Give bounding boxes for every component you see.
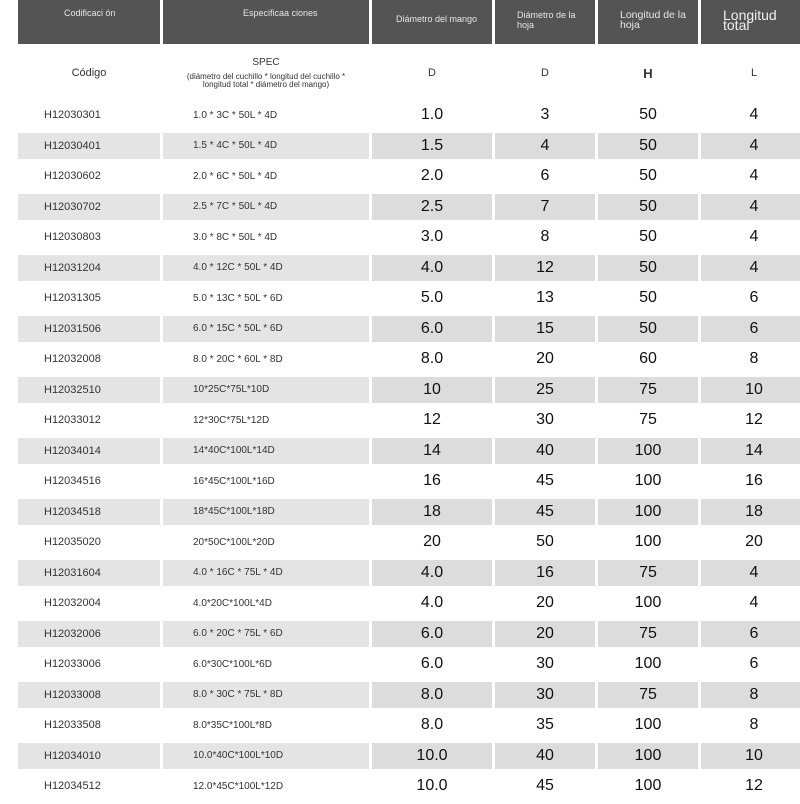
cell-spec: 2.0 * 6C * 50L * 4D	[163, 163, 369, 190]
cell-spec: 2.5 * 7C * 50L * 4D	[163, 194, 369, 221]
cell-total-length: 8	[701, 682, 800, 709]
table-row	[18, 682, 800, 709]
header-spec: Especificaa ciones	[163, 0, 369, 44]
cell-blade-diameter: 13	[495, 285, 595, 312]
cell-spec: 8.0*35C*100L*8D	[163, 712, 369, 739]
cell-blade-length: 50	[598, 224, 698, 251]
table-row	[18, 529, 800, 556]
table-row	[18, 621, 800, 648]
cell-total-length: 20	[701, 529, 800, 556]
cell-blade-length: 100	[598, 590, 698, 617]
cell-code: H12034512	[18, 773, 160, 800]
cell-shank-diameter: 8.0	[372, 712, 492, 739]
cell-code: H12032510	[18, 377, 160, 404]
cell-spec: 6.0*30C*100L*6D	[163, 651, 369, 678]
cell-total-length: 16	[701, 468, 800, 495]
cell-blade-length: 75	[598, 621, 698, 648]
cell-blade-length: 60	[598, 346, 698, 373]
cell-blade-diameter: 4	[495, 133, 595, 160]
cell-blade-diameter: 45	[495, 468, 595, 495]
cell-total-length: 14	[701, 438, 800, 465]
subheader-code: Código	[18, 48, 160, 98]
cell-blade-diameter: 35	[495, 712, 595, 739]
cell-spec: 1.5 * 4C * 50L * 4D	[163, 133, 369, 160]
cell-total-length: 4	[701, 590, 800, 617]
cell-blade-length: 50	[598, 163, 698, 190]
table-row	[18, 163, 800, 190]
cell-shank-diameter: 3.0	[372, 224, 492, 251]
table-row	[18, 346, 800, 373]
cell-blade-length: 50	[598, 194, 698, 221]
cell-total-length: 10	[701, 377, 800, 404]
cell-blade-diameter: 30	[495, 682, 595, 709]
cell-blade-length: 100	[598, 743, 698, 770]
cell-spec: 6.0 * 15C * 50L * 6D	[163, 316, 369, 343]
cell-blade-diameter: 8	[495, 224, 595, 251]
cell-spec: 18*45C*100L*18D	[163, 499, 369, 526]
table-row	[18, 590, 800, 617]
subheader-blade-d: D	[495, 48, 595, 98]
cell-shank-diameter: 1.5	[372, 133, 492, 160]
table-row	[18, 285, 800, 312]
cell-spec: 12*30C*75L*12D	[163, 407, 369, 434]
cell-code: H12030301	[18, 102, 160, 129]
cell-shank-diameter: 2.0	[372, 163, 492, 190]
cell-code: H12030401	[18, 133, 160, 160]
subheader-shank-d: D	[372, 48, 492, 98]
cell-code: H12032006	[18, 621, 160, 648]
header-total-length: Longitud total	[701, 0, 800, 44]
cell-shank-diameter: 6.0	[372, 621, 492, 648]
cell-total-length: 18	[701, 499, 800, 526]
cell-spec: 12.0*45C*100L*12D	[163, 773, 369, 800]
cell-blade-length: 100	[598, 651, 698, 678]
cell-blade-diameter: 45	[495, 773, 595, 800]
table-row	[18, 560, 800, 587]
cell-code: H12033008	[18, 682, 160, 709]
subheader-spec-desc-1: (diámetro del cuchillo * longitud del cuchillo *	[186, 71, 346, 81]
cell-spec: 5.0 * 13C * 50L * 6D	[163, 285, 369, 312]
cell-blade-length: 50	[598, 285, 698, 312]
cell-shank-diameter: 8.0	[372, 682, 492, 709]
table-row	[18, 407, 800, 434]
cell-spec: 8.0 * 20C * 60L * 8D	[163, 346, 369, 373]
cell-blade-length: 100	[598, 438, 698, 465]
table-row	[18, 133, 800, 160]
table-row	[18, 194, 800, 221]
cell-blade-diameter: 12	[495, 255, 595, 282]
cell-blade-length: 50	[598, 133, 698, 160]
cell-blade-diameter: 40	[495, 743, 595, 770]
cell-total-length: 4	[701, 163, 800, 190]
cell-blade-length: 75	[598, 560, 698, 587]
cell-shank-diameter: 4.0	[372, 255, 492, 282]
cell-total-length: 8	[701, 712, 800, 739]
cell-spec: 4.0 * 12C * 50L * 4D	[163, 255, 369, 282]
cell-shank-diameter: 1.0	[372, 102, 492, 129]
table-row	[18, 468, 800, 495]
cell-shank-diameter: 5.0	[372, 285, 492, 312]
cell-blade-length: 50	[598, 316, 698, 343]
cell-shank-diameter: 4.0	[372, 590, 492, 617]
table-row	[18, 438, 800, 465]
cell-blade-length: 75	[598, 377, 698, 404]
cell-code: H12034010	[18, 743, 160, 770]
subheader-spec	[163, 48, 369, 98]
cell-blade-diameter: 20	[495, 590, 595, 617]
cell-shank-diameter: 10.0	[372, 773, 492, 800]
cell-total-length: 4	[701, 133, 800, 160]
cell-spec: 1.0 * 3C * 50L * 4D	[163, 102, 369, 129]
cell-blade-diameter: 25	[495, 377, 595, 404]
cell-spec: 8.0 * 30C * 75L * 8D	[163, 682, 369, 709]
header-shank-diameter: Diámetro del mango	[372, 0, 492, 44]
cell-blade-diameter: 20	[495, 621, 595, 648]
cell-blade-diameter: 15	[495, 316, 595, 343]
cell-code: H12030803	[18, 224, 160, 251]
cell-blade-length: 50	[598, 255, 698, 282]
cell-shank-diameter: 16	[372, 468, 492, 495]
cell-blade-diameter: 45	[495, 499, 595, 526]
cell-spec: 10*25C*75L*10D	[163, 377, 369, 404]
table-body	[18, 48, 800, 800]
cell-blade-length: 100	[598, 773, 698, 800]
cell-code: H12033012	[18, 407, 160, 434]
subheader-h: H	[598, 48, 698, 98]
cell-blade-diameter: 50	[495, 529, 595, 556]
cell-spec: 4.0*20C*100L*4D	[163, 590, 369, 617]
cell-shank-diameter: 20	[372, 529, 492, 556]
cell-code: H12034518	[18, 499, 160, 526]
cell-blade-diameter: 40	[495, 438, 595, 465]
header-blade-length: Longitud de la hoja	[598, 0, 698, 44]
product-spec-table	[15, 0, 800, 804]
cell-code: H12030702	[18, 194, 160, 221]
cell-blade-diameter: 16	[495, 560, 595, 587]
cell-shank-diameter: 12	[372, 407, 492, 434]
cell-shank-diameter: 8.0	[372, 346, 492, 373]
cell-total-length: 12	[701, 773, 800, 800]
cell-code: H12030602	[18, 163, 160, 190]
cell-shank-diameter: 18	[372, 499, 492, 526]
cell-code: H12032008	[18, 346, 160, 373]
cell-spec: 14*40C*100L*14D	[163, 438, 369, 465]
table-row	[18, 499, 800, 526]
cell-spec: 3.0 * 8C * 50L * 4D	[163, 224, 369, 251]
cell-total-length: 4	[701, 255, 800, 282]
cell-spec: 16*45C*100L*16D	[163, 468, 369, 495]
cell-shank-diameter: 4.0	[372, 560, 492, 587]
subheader-spec-desc-2: longitud total * diámetro del mango)	[202, 79, 330, 89]
cell-blade-diameter: 30	[495, 651, 595, 678]
cell-code: H12032004	[18, 590, 160, 617]
cell-total-length: 4	[701, 224, 800, 251]
cell-spec: 10.0*40C*100L*10D	[163, 743, 369, 770]
subheader-spec-title: SPEC	[252, 56, 280, 68]
table-row	[18, 316, 800, 343]
subheader-l: L	[701, 48, 800, 98]
cell-shank-diameter: 2.5	[372, 194, 492, 221]
table-row	[18, 743, 800, 770]
cell-code: H12033006	[18, 651, 160, 678]
cell-blade-diameter: 30	[495, 407, 595, 434]
table-row	[18, 773, 800, 800]
cell-code: H12031204	[18, 255, 160, 282]
cell-total-length: 8	[701, 346, 800, 373]
cell-blade-length: 75	[598, 407, 698, 434]
cell-total-length: 4	[701, 194, 800, 221]
cell-shank-diameter: 6.0	[372, 651, 492, 678]
cell-code: H12031305	[18, 285, 160, 312]
table-row	[18, 712, 800, 739]
cell-spec: 6.0 * 20C * 75L * 6D	[163, 621, 369, 648]
cell-blade-length: 100	[598, 468, 698, 495]
cell-blade-length: 75	[598, 682, 698, 709]
cell-code: H12033508	[18, 712, 160, 739]
cell-blade-length: 100	[598, 529, 698, 556]
table-row	[18, 224, 800, 251]
header-row	[18, 0, 800, 44]
cell-code: H12031604	[18, 560, 160, 587]
cell-total-length: 6	[701, 651, 800, 678]
table-row	[18, 651, 800, 678]
cell-total-length: 6	[701, 285, 800, 312]
cell-blade-diameter: 3	[495, 102, 595, 129]
cell-blade-length: 50	[598, 102, 698, 129]
cell-blade-diameter: 6	[495, 163, 595, 190]
cell-total-length: 6	[701, 621, 800, 648]
header-code: Codificaci ón	[18, 0, 160, 44]
cell-spec: 20*50C*100L*20D	[163, 529, 369, 556]
cell-total-length: 10	[701, 743, 800, 770]
cell-code: H12031506	[18, 316, 160, 343]
cell-shank-diameter: 6.0	[372, 316, 492, 343]
cell-code: H12034014	[18, 438, 160, 465]
header-blade-diameter: Diámetro de la hoja	[495, 0, 595, 44]
table-row	[18, 377, 800, 404]
cell-shank-diameter: 14	[372, 438, 492, 465]
cell-blade-length: 100	[598, 712, 698, 739]
cell-total-length: 6	[701, 316, 800, 343]
cell-blade-length: 100	[598, 499, 698, 526]
cell-code: H12034516	[18, 468, 160, 495]
cell-shank-diameter: 10	[372, 377, 492, 404]
cell-shank-diameter: 10.0	[372, 743, 492, 770]
table-row	[18, 255, 800, 282]
cell-blade-diameter: 7	[495, 194, 595, 221]
subheader-row	[18, 48, 800, 98]
cell-total-length: 12	[701, 407, 800, 434]
cell-total-length: 4	[701, 560, 800, 587]
table-row	[18, 102, 800, 129]
cell-blade-diameter: 20	[495, 346, 595, 373]
cell-spec: 4.0 * 16C * 75L * 4D	[163, 560, 369, 587]
cell-total-length: 4	[701, 102, 800, 129]
cell-code: H12035020	[18, 529, 160, 556]
